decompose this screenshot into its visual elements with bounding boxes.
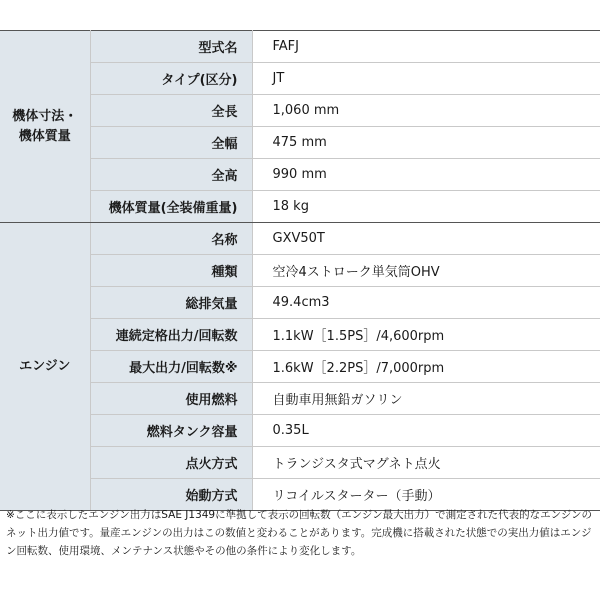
- row-label: 使用燃料: [90, 383, 252, 415]
- row-label: 総排気量: [90, 287, 252, 319]
- spec-row-height: [0, 159, 600, 191]
- spec-row-rated-output: [0, 319, 600, 351]
- spec-row-weight: [0, 191, 600, 223]
- row-label: 最大出力/回転数※: [90, 351, 252, 383]
- row-label: 始動方式: [90, 479, 252, 511]
- row-label: 全長: [90, 95, 252, 127]
- row-value: 1.1kW［1.5PS］/4,600rpm: [252, 319, 600, 351]
- spec-row-displacement: [0, 287, 600, 319]
- spec-row-engine-name: [0, 223, 600, 255]
- row-value: トランジスタ式マグネト点火: [252, 447, 600, 479]
- spec-table: [0, 30, 600, 511]
- row-label: 機体質量(全装備重量): [90, 191, 252, 223]
- spec-row-model-name: [0, 31, 600, 63]
- row-value: 1.6kW［2.2PS］/7,000rpm: [252, 351, 600, 383]
- row-label: 燃料タンク容量: [90, 415, 252, 447]
- row-label: 全高: [90, 159, 252, 191]
- row-value: GXV50T: [252, 223, 600, 255]
- row-label: タイプ(区分): [90, 63, 252, 95]
- row-label: 点火方式: [90, 447, 252, 479]
- row-value: 475 mm: [252, 127, 600, 159]
- spec-row-engine-type: [0, 255, 600, 287]
- row-value: 1,060 mm: [252, 95, 600, 127]
- row-value: 自動車用無鉛ガソリン: [252, 383, 600, 415]
- group-title-line: 機体寸法・: [12, 108, 78, 124]
- row-label: 種類: [90, 255, 252, 287]
- row-value: リコイルスターター（手動）: [252, 479, 600, 511]
- group-header-dimensions: [0, 31, 90, 223]
- row-value: FAFJ: [252, 31, 600, 63]
- group-title-line: 機体質量: [18, 128, 71, 144]
- group-header-engine: [0, 223, 90, 511]
- row-value: JT: [252, 63, 600, 95]
- row-label: 型式名: [90, 31, 252, 63]
- spec-row-tank-capacity: [0, 415, 600, 447]
- spec-row-type: [0, 63, 600, 95]
- row-label: 連続定格出力/回転数: [90, 319, 252, 351]
- row-value: 18 kg: [252, 191, 600, 223]
- group-title-line: エンジン: [19, 358, 71, 374]
- row-value: 49.4cm3: [252, 287, 600, 319]
- spec-row-ignition: [0, 447, 600, 479]
- row-value: 空冷4ストローク単気筒OHV: [252, 255, 600, 287]
- row-label: 全幅: [90, 127, 252, 159]
- footnote: ※ここに表示したエンジン出力はSAE J1349に準拠して表示の回転数（エンジン最大出力）で測定された代表的なエンジンのネット出力値です。量産エンジンの出力はこの数値と変わることがあります。完成機に搭載された状態での実出力値はエンジン回転数、使用環境、メンテナンス状態やその他の条件により変化します。: [6, 509, 593, 557]
- spec-row-fuel: [0, 383, 600, 415]
- row-value: 0.35L: [252, 415, 600, 447]
- spec-row-length: [0, 95, 600, 127]
- spec-row-max-output: [0, 351, 600, 383]
- row-label: 名称: [90, 223, 252, 255]
- row-value: 990 mm: [252, 159, 600, 191]
- spec-row-width: [0, 127, 600, 159]
